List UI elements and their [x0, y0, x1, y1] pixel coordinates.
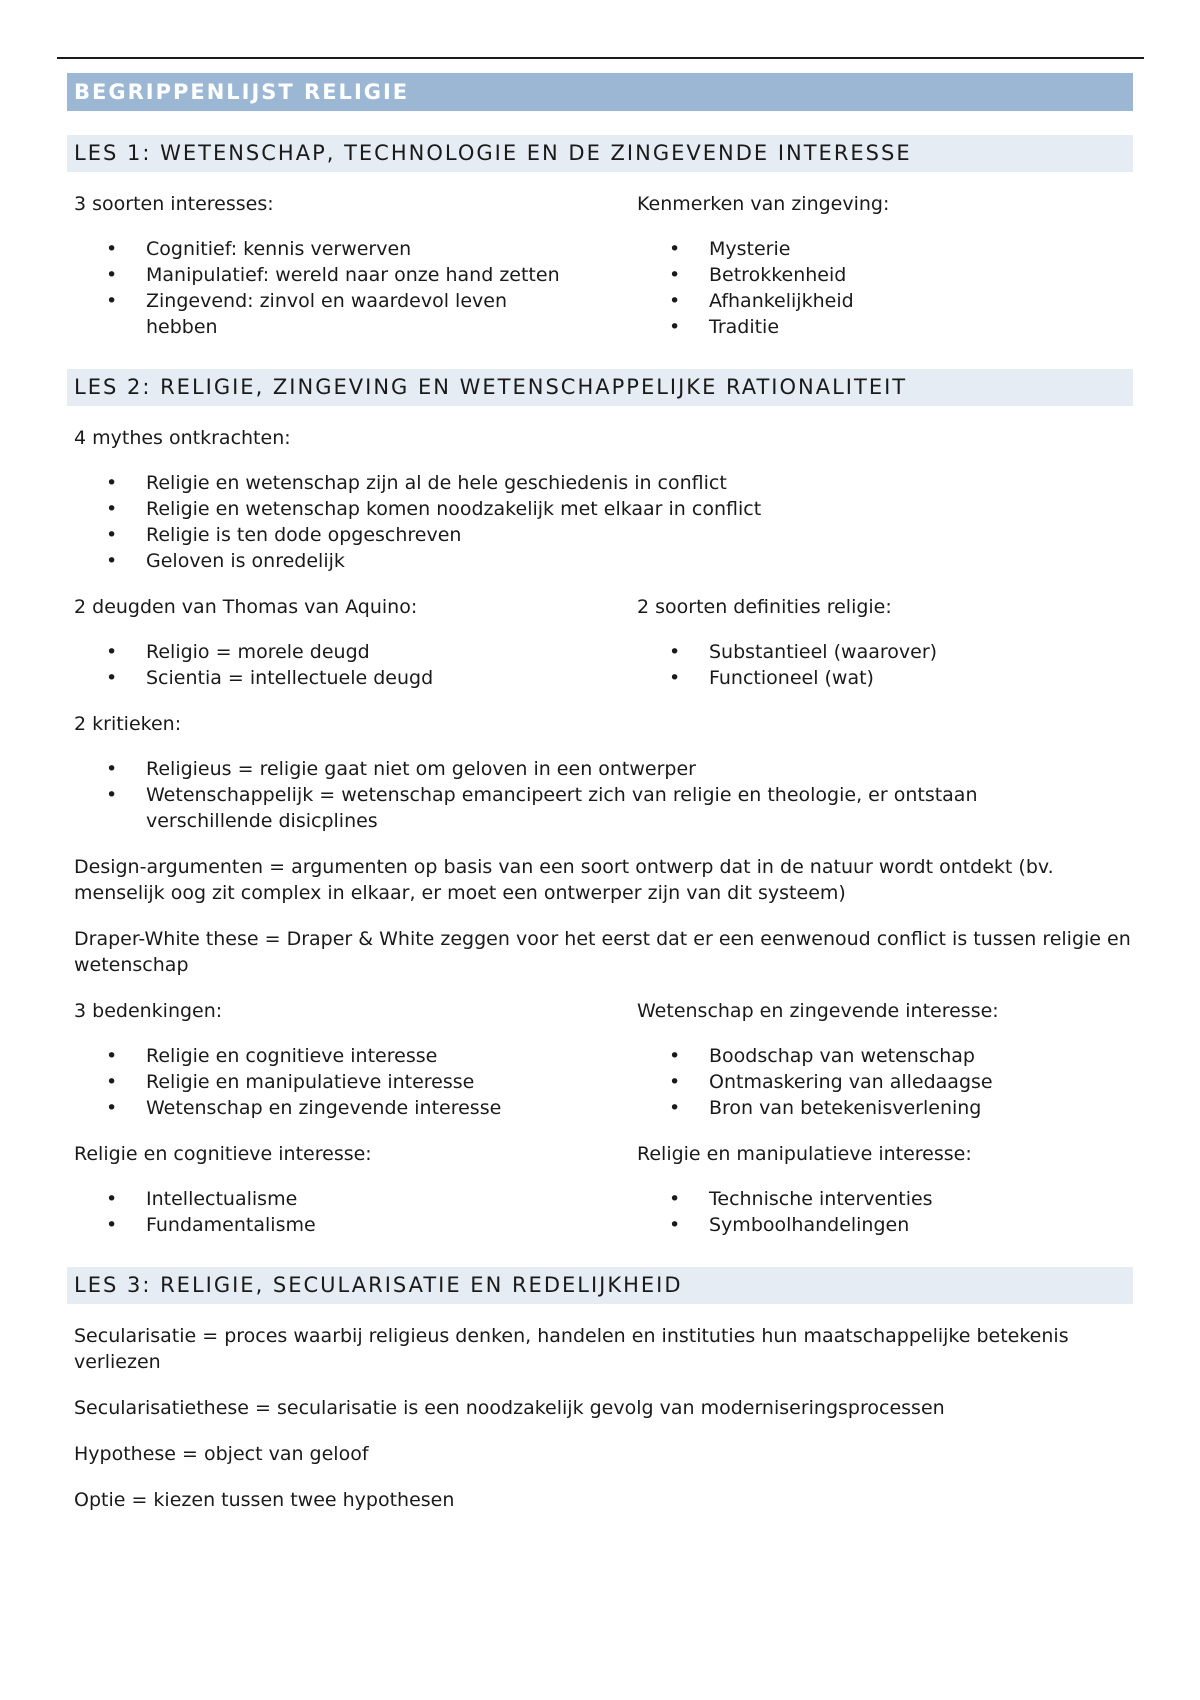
bullet-list [67, 1186, 630, 1238]
list-item: • Fundamentalisme [146, 1212, 570, 1238]
list-item: • Religie en wetenschap komen noodzakelijk met elkaar in conflict [146, 496, 1133, 522]
les1-left-column [67, 191, 630, 340]
list-item: • Bron van betekenisverlening [709, 1095, 1133, 1121]
bullet-list [630, 236, 1133, 340]
top-rule [57, 57, 1144, 59]
list-item: • Geloven is onredelijk [146, 548, 1133, 574]
document-body [67, 73, 1133, 1533]
manipulatief-column [630, 1141, 1133, 1238]
list-item: • Religie is ten dode opgeschreven [146, 522, 1133, 548]
list-item: • Substantieel (waarover) [709, 639, 1133, 665]
cognitief-column [67, 1141, 630, 1238]
list-item: • Cognitief: kennis verwerven [146, 236, 570, 262]
bullet-list [630, 1043, 1133, 1121]
les1-right-column [630, 191, 1133, 340]
list-item: • Traditie [709, 314, 1133, 340]
list-label: 3 soorten interesses: [74, 193, 274, 215]
bullet-list [67, 470, 1133, 574]
bullet-list [67, 1043, 630, 1121]
list-label: Kenmerken van zingeving: [637, 193, 890, 215]
list-label: Religie en manipulatieve interesse: [637, 1143, 972, 1165]
list-item: • Afhankelijkheid [709, 288, 1133, 314]
bedenkingen-columns [67, 998, 1133, 1141]
bedenkingen-column [67, 998, 630, 1141]
les1-columns [67, 191, 1133, 340]
list-item: • Boodschap van wetenschap [709, 1043, 1133, 1069]
list-label: 2 deugden van Thomas van Aquino: [74, 596, 418, 618]
section-heading-les2: LES 2: RELIGIE, ZINGEVING EN WETENSCHAPPELIJKE RATIONALITEIT [67, 369, 1133, 406]
definition-paragraph: Secularisatie = proces waarbij religieus denken, handelen en instituties hun maatschappelijke betekenis verliezen [74, 1325, 1069, 1373]
list-item: • Religie en wetenschap zijn al de hele geschiedenis in conflict [146, 470, 1133, 496]
list-label: 2 soorten definities religie: [637, 596, 892, 618]
bullet-list [630, 1186, 1133, 1238]
section-heading-les1: LES 1: WETENSCHAP, TECHNOLOGIE EN DE ZINGEVENDE INTERESSE [67, 135, 1133, 172]
list-label: Religie en cognitieve interesse: [74, 1143, 372, 1165]
list-label: 3 bedenkingen: [74, 1000, 223, 1022]
list-item: • Betrokkenheid [709, 262, 1133, 288]
section-heading-les3: LES 3: RELIGIE, SECULARISATIE EN REDELIJKHEID [67, 1267, 1133, 1304]
interesse-columns [67, 1141, 1133, 1238]
list-item: • Intellectualisme [146, 1186, 570, 1212]
deugden-definities-columns [67, 594, 1133, 711]
wetenschap-zingevend-column [630, 998, 1133, 1141]
bullet-list [67, 236, 630, 340]
list-item: • Wetenschap en zingevende interesse [146, 1095, 570, 1121]
list-item: • Scientia = intellectuele deugd [146, 665, 570, 691]
list-item: • Technische interventies [709, 1186, 1133, 1212]
list-label: Wetenschap en zingevende interesse: [637, 1000, 999, 1022]
list-item: • Zingevend: zinvol en waardevol leven hebben [146, 288, 570, 340]
list-label: 2 kritieken: [74, 713, 182, 735]
list-item: • Religio = morele deugd [146, 639, 570, 665]
list-item: • Symboolhandelingen [709, 1212, 1133, 1238]
deugden-column [67, 594, 630, 711]
definition-paragraph: Design-argumenten = argumenten op basis van een soort ontwerp dat in de natuur wordt ontdekt (bv. menselijk oog zit complex in elkaar, er moet een ontwerper zijn van dit systeem) [74, 856, 1054, 904]
list-item: • Religieus = religie gaat niet om geloven in een ontwerper [146, 756, 1013, 782]
definition-paragraph: Hypothese = object van geloof [74, 1443, 369, 1465]
definition-paragraph: Secularisatiethese = secularisatie is een noodzakelijk gevolg van moderniseringsprocessen [74, 1397, 945, 1419]
list-item: • Mysterie [709, 236, 1133, 262]
list-item: • Ontmaskering van alledaagse [709, 1069, 1133, 1095]
list-item: • Manipulatief: wereld naar onze hand zetten [146, 262, 570, 288]
list-item: • Wetenschappelijk = wetenschap emancipeert zich van religie en theologie, er ontstaan verschillende disicplines [146, 782, 1013, 834]
bullet-list [67, 639, 630, 691]
definition-paragraph: Draper-White these = Draper & White zeggen voor het eerst dat er een eenwenoud conflict is tussen religie en wetenschap [74, 928, 1131, 976]
bullet-list [630, 639, 1133, 691]
list-item: • Religie en cognitieve interesse [146, 1043, 570, 1069]
definition-paragraph: Optie = kiezen tussen twee hypothesen [74, 1489, 455, 1511]
list-item: • Religie en manipulatieve interesse [146, 1069, 570, 1095]
definities-column [630, 594, 1133, 711]
document-title: BEGRIPPENLIJST RELIGIE [67, 73, 1133, 111]
list-item: • Functioneel (wat) [709, 665, 1133, 691]
list-label: 4 mythes ontkrachten: [74, 427, 291, 449]
bullet-list [67, 756, 1133, 834]
